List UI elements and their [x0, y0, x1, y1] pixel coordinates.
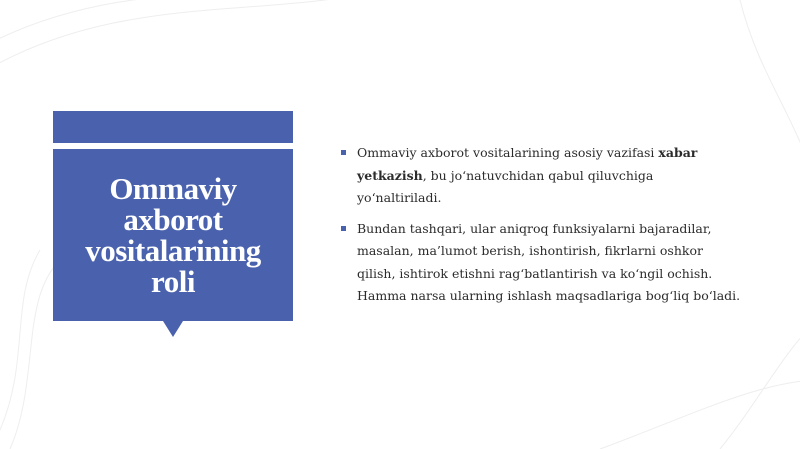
- bullet-marker: [341, 226, 346, 231]
- title-card-body: [53, 149, 293, 321]
- title-card: [53, 111, 293, 321]
- slide-title: Ommaviy axborot vositalarining roli: [85, 171, 261, 299]
- bullet-text: Bundan tashqari, ular aniqroq funksiyalarni bajaradilar, masalan, ma’lumot berish, ishontirish, fikrlarni oshkor qilish, ishtirok etishni rag‘batlantirish va ko‘ngil ochish. Hamma narsa ularning ishlash maqsadlariga bog‘liq bo‘ladi.: [357, 220, 741, 303]
- bullet-list: [341, 142, 741, 316]
- bullet-item: [341, 142, 741, 210]
- title-card-pointer: [163, 321, 183, 337]
- bullet-text: Ommaviy axborot vositalarining asosiy vazifasi: [357, 145, 659, 160]
- title-card-header-bar: [53, 111, 293, 143]
- bullet-marker: [341, 150, 346, 155]
- bullet-bold-text: xabar yetkazish: [357, 145, 698, 183]
- bullet-text-tail: , bu jo‘natuvchidan qabul qiluvchiga yo‘naltiriladi.: [357, 167, 654, 205]
- bullet-item: [341, 218, 741, 308]
